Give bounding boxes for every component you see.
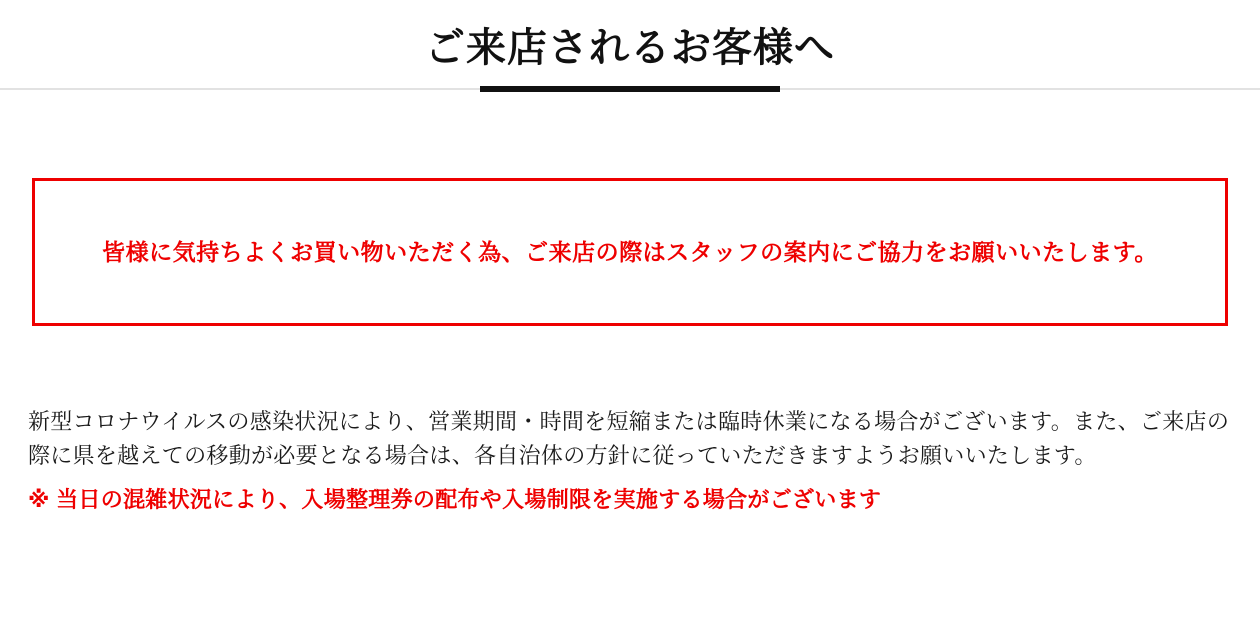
- body-block: [28, 405, 1232, 517]
- body-note: ※ 当日の混雑状況により、入場整理券の配布や入場制限を実施する場合がございます: [28, 487, 882, 513]
- body-paragraph: 新型コロナウイルスの感染状況により、営業期間・時間を短縮または臨時休業になる場合がございます。また、ご来店の際に県を越えての移動が必要となる場合は、各自治体の方針に従っていただきますようお願いいたします。: [28, 409, 1230, 469]
- title-underline-accent: [480, 86, 780, 92]
- title-block: [0, 0, 1260, 82]
- notice-text: 皆様に気持ちよくお買い物いただく為、ご来店の際はスタッフの案内にご協力をお願いいたします。: [102, 238, 1158, 265]
- notice-box: [32, 178, 1228, 326]
- page-title: ご来店されるお客様へ: [425, 26, 835, 70]
